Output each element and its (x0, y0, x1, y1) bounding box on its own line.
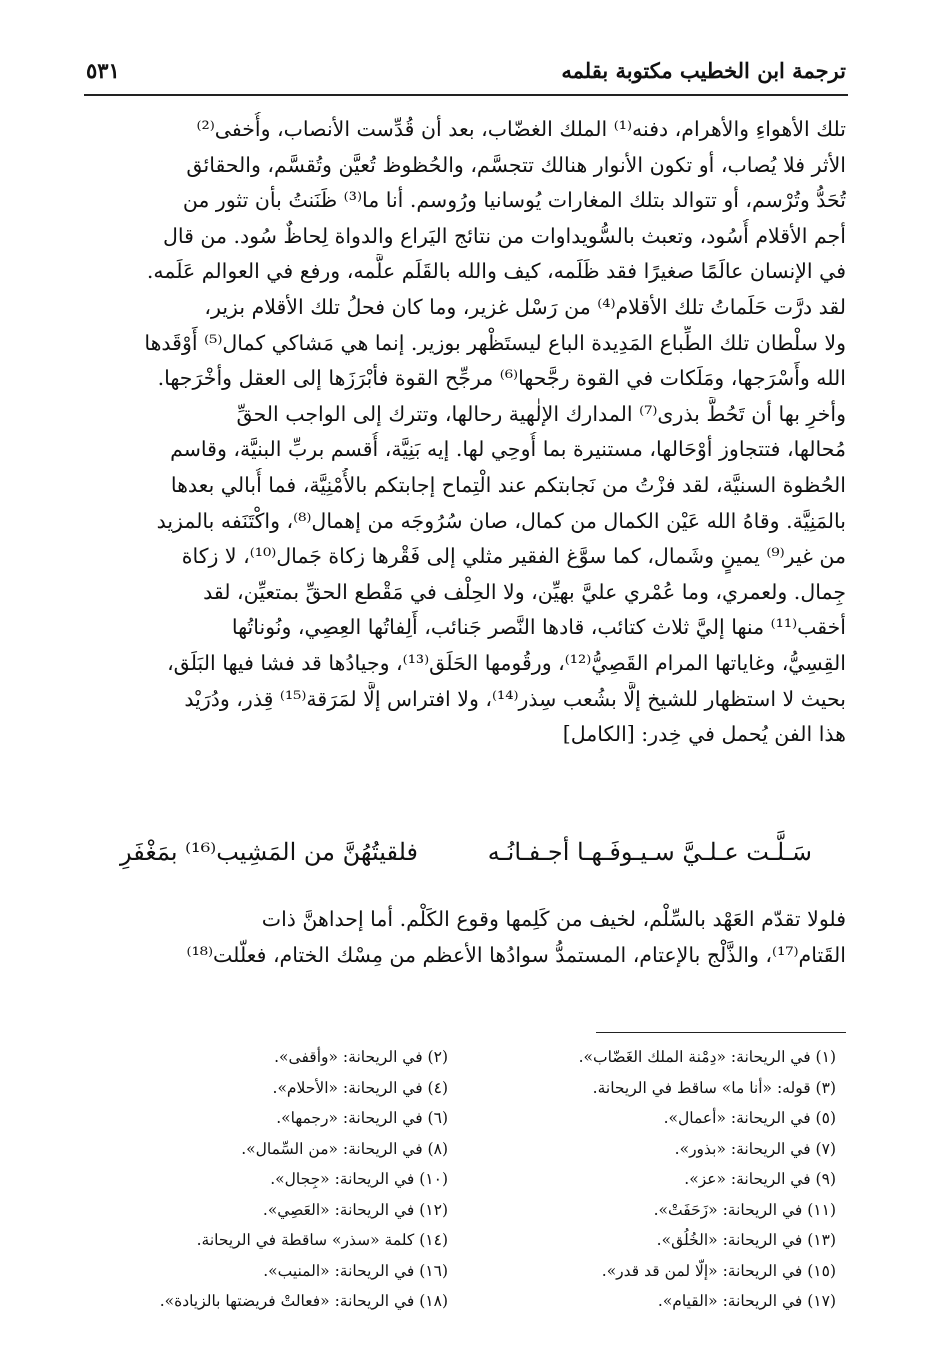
header-rule (84, 94, 848, 96)
footnote: (١٣) في الريحانة: «الخُلُق». (656, 1231, 836, 1249)
text-line: القَتام⁽¹⁷⁾، والذَّلْج بالإعتام، المستمدُّ سوادُها الأعظم من مِسْك الختام، فعلّلت⁽¹⁸⁾ (186, 942, 846, 967)
footnote: (٤) في الريحانة: «الأحلام». (272, 1078, 448, 1097)
footnote: (١١) في الريحانة: «زَحَفَتْ». (653, 1200, 836, 1219)
text-line: في الإنسان عالَمًا صغيرًا فقد ظَلَمه، كيف والله بالقَلَم علَّمه، ورفع في العوالم عَلَمه. (146, 259, 846, 284)
page-number: ٥٣١ (86, 57, 120, 83)
text-line: بحيث لا استظهار للشيخ إلَّا بشُعب سِذر⁽¹⁴⁾، ولا افتراس إلَّا لمَرَقة⁽¹⁵⁾ قِذر، ودُرَيْد (184, 686, 846, 711)
footnote: (٨) في الريحانة: «من السِّمال». (241, 1139, 448, 1158)
text-line: القِسِيُّ، وغاياتها المرام القَصِيُّ⁽¹²⁾، ورقُومها الحَلَق⁽¹³⁾، وجيادُها قد فشا فيها البَلَق، (167, 650, 846, 675)
footnote: (١) في الريحانة: «دِمْنة الملك الغَضّاب». (578, 1048, 836, 1066)
text-line: جِمال. ولعمري، وما عُمْري عليَّ بهيِّن، ولا الحِلْف في مَقْطع الحقِّ بمتعيِّن، لقد (203, 579, 846, 604)
verse-second-hemistich: فلقيتُهُنَّ من المَشِيب⁽¹⁶⁾ بمَغْفَرِ (120, 838, 419, 866)
poetry-verse (120, 838, 812, 866)
footnote: (١٤) كلمة «سذر» ساقطة في الريحانة. (196, 1231, 448, 1249)
continuation-text (86, 902, 846, 973)
verse-first-hemistich: سَـلَّـت عـلـيَّ سـيـوفَـهـا أجـفـانُـه (487, 838, 812, 866)
footnote: (١٥) في الريحانة: «إلّا لمن قد قدر». (601, 1261, 836, 1280)
footnote: (٣) قوله: «أنا ما» ساقط في الريحانة. (592, 1078, 836, 1097)
text-line: الأثر فلا يُصاب، أو تكون الأنوار هنالك تتجسَّم، والحُظوظ تُعيَّن وتُقسَّم، والحقائق (186, 152, 846, 177)
text-line: أخقب⁽¹¹⁾ منها إليَّ ثلاث كتائب، قادها النَّصر جَنائب، أَلِفاتُها العِصِي، ونُوناتُها (231, 615, 846, 640)
text-line: مُحالها، فتتجاوز أوْحَالها، مستنيرة بما أُوحِي لها. إيه بَنِيَّة، أُقسم بربِّ البنيَّة، وقاسم (170, 437, 846, 462)
footnote: (١٨) في الريحانة: «فعالتْ فريضتها بالزيادة». (159, 1292, 448, 1310)
footnote: (٦) في الريحانة: «رجمها». (276, 1109, 448, 1127)
text-line: تلك الأهواءِ والأهرام، دفنه⁽¹⁾ الملك الغضّاب، بعد أن قُدِّست الأنصاب، وأُخفى⁽²⁾ (196, 117, 846, 141)
footnote: (٩) في الريحانة: «عز». (684, 1170, 836, 1188)
text-line: أجم الأقلام أُسُود، وتعبث بالسُّويداوات من نتائج اليَراع والدواة لِحاظٌ سُود. من قال (162, 223, 846, 248)
text-line: فلولا تقدّم العَهْد بالسِّلْم، لخيف من كَلِمها وقوع الكَلْم. أما إحداهنَّ ذات (261, 907, 846, 931)
footnote: (٧) في الريحانة: «بذور». (674, 1139, 836, 1158)
text-line: ولا سلْطان تلك الطِّباع المَدِيدة الباع ليستَظْهر بوزير. إنما هي مَشاكي كمال⁽⁵⁾ أَوْقَدها (144, 330, 846, 355)
running-title: ترجمة ابن الخطيب مكتوبة بقلمه (561, 57, 846, 83)
text-line: لقد درَّت حَلَماتُ تلك الأقلام⁽⁴⁾ من رَسْل غزير، وما كان فحلُ تلك الأقلام بزير، (204, 294, 846, 319)
text-line: وأخرِ بها أن تَحُطَّ بذرى⁽⁷⁾ المدارك الإلٰهية رحالها، وتترك إلى الواجب الحقِّ (236, 401, 846, 426)
footnote: (١٠) في الريحانة: «جِجال». (270, 1170, 448, 1188)
footnote: (٢) في الريحانة: «وأقفى». (274, 1048, 448, 1066)
text-line: هذا الفن يُحمل في خِدر: [الكامل] (562, 722, 846, 747)
text-line: بالمَنِيَّة. وقاهُ الله عَيْن الكمال من كمال، صان سُرُوجَه من إهمال⁽⁸⁾، واكْتَنَفه بالمزيد (156, 508, 846, 533)
footnote: (١٧) في الريحانة: «القيام». (657, 1292, 836, 1310)
footnote-rule (596, 1032, 846, 1033)
footnote: (١٦) في الريحانة: «المنيب». (263, 1261, 448, 1280)
text-line: الله وأَسْرَجها، ومَلَكات في القوة رجَّحها⁽⁶⁾ مرجِّح القوة فأبْرَزَها إلى العقل وأخْرَجها. (157, 366, 846, 391)
footnote: (٥) في الريحانة: «أعمال». (663, 1109, 836, 1127)
text-line: تُحَدُّ وتُرْسم، أو تتوالد بتلك المغارات يُوسانيا ورُوسم. أنا ما⁽³⁾ ظَنَنتُ بأن تثور من (182, 188, 846, 213)
text-line: من غير⁽⁹⁾ يمينٍ وشَمال، كما سوَّغ الفقير مثلي إلى فَقْرها زكاة جَمال⁽¹⁰⁾، لا زكاة (181, 544, 846, 569)
main-text (86, 112, 846, 753)
footnote: (١٢) في الريحانة: «العَصِي». (262, 1200, 448, 1219)
text-line: الحُظوة السنيَّة، لقد فزْتُ من نَجابتكم عند الْتِماح إجابتكم بالأُمْنِيَّة، فما أُبالي بعدها (170, 472, 846, 497)
running-header (86, 50, 846, 90)
footnotes (100, 1042, 836, 1317)
